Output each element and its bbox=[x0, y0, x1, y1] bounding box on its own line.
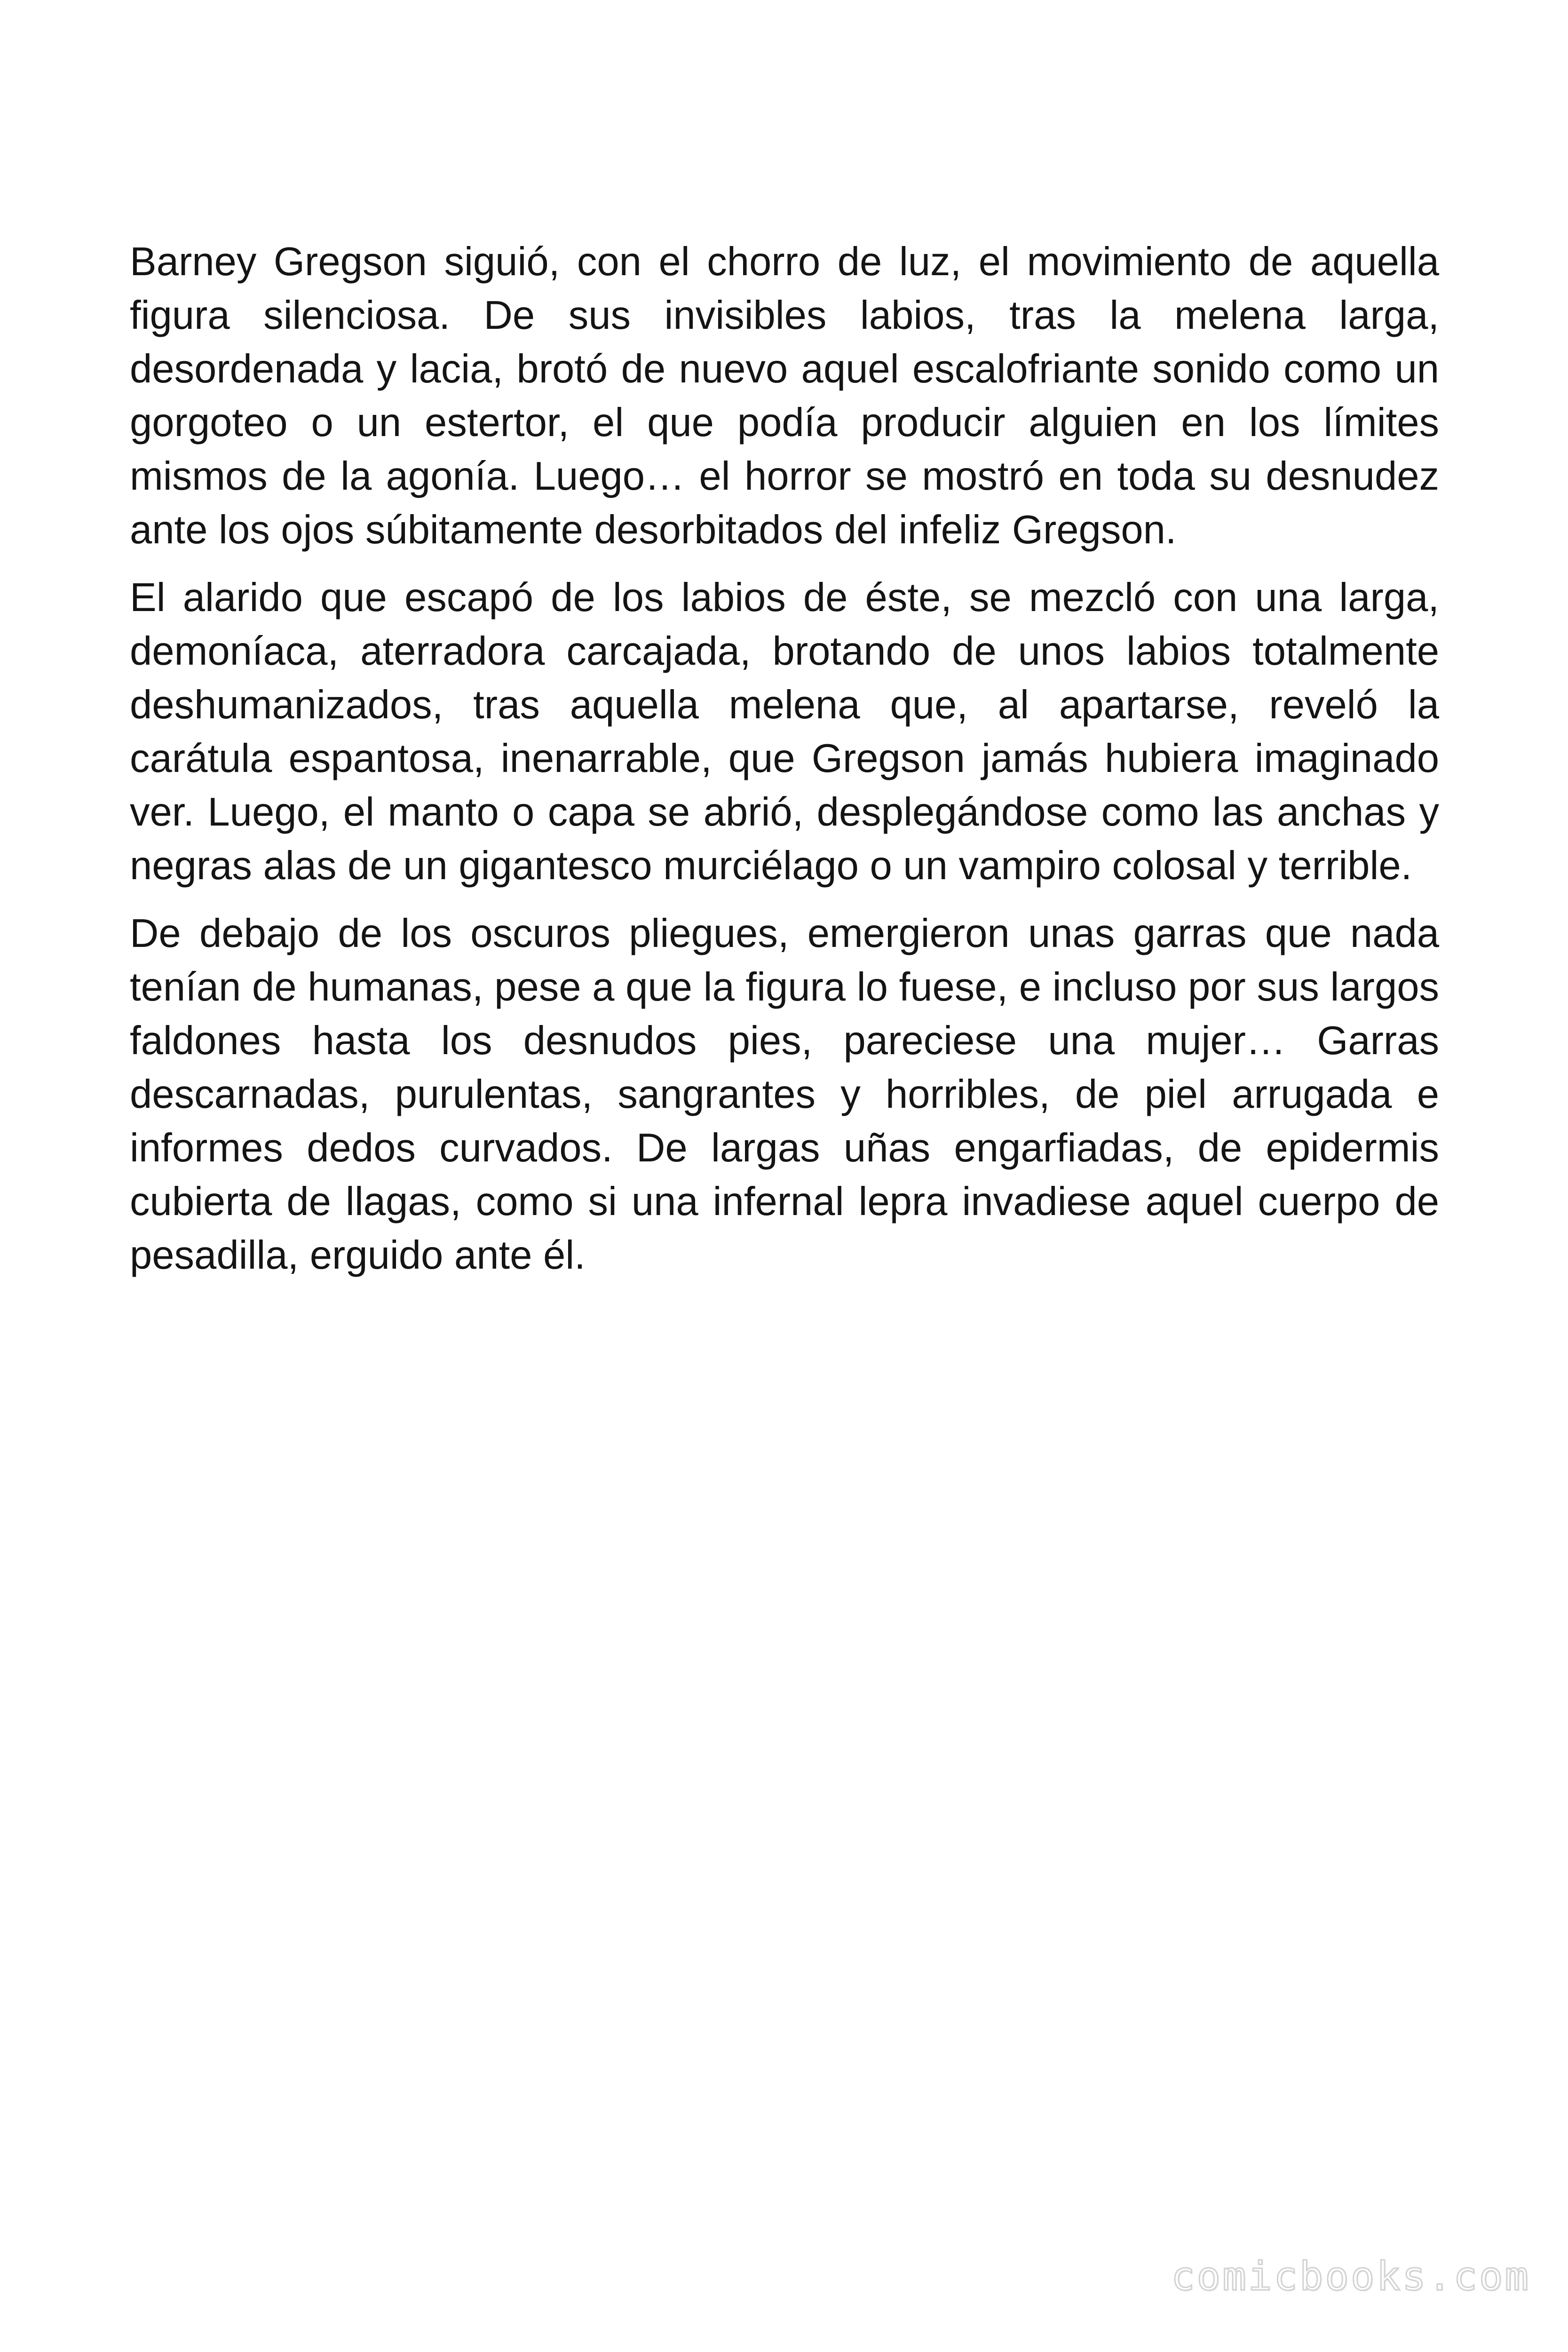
watermark: comicbooks.com bbox=[1171, 2253, 1530, 2299]
paragraph-3: De debajo de los oscuros pliegues, emergieron unas garras que nada tenían de humanas, pese a que la figura lo fuese, e incluso por sus largos faldones hasta los desnudos pies, pareciese una mujer… Garras descarnadas, purulentas, sangrantes y horribles, de piel arrugada e informes dedos curvados. De largas uñas engarfiadas, de epidermis cubierta de llagas, como si una infernal lepra invadiese aquel cuerpo de pesadilla, erguido ante él. bbox=[130, 911, 1439, 1278]
paragraph-2: El alarido que escapó de los labios de éste, se mezcló con una larga, demoníaca, aterradora carcajada, brotando de unos labios totalmente deshumanizados, tras aquella melena que, al apartarse, reveló la carátula espantosa, inenarrable, que Gregson jamás hubiera imaginado ver. Luego, el manto o capa se abrió, desplegándose como las anchas y negras alas de un gigantesco murciélago o un vampiro colosal y terrible. bbox=[130, 575, 1439, 888]
paragraph-1: Barney Gregson siguió, con el chorro de luz, el movimiento de aquella figura silenciosa. De sus invisibles labios, tras la melena larga, desordenada y lacia, brotó de nuevo aquel escalofriante sonido como un gorgoteo o un estertor, el que podía producir alguien en los límites mismos de la agonía. Luego… el horror se mostró en toda su desnudez ante los ojos súbitamente desorbitados del infeliz Gregson. bbox=[130, 239, 1439, 552]
body-text bbox=[130, 235, 1439, 1296]
